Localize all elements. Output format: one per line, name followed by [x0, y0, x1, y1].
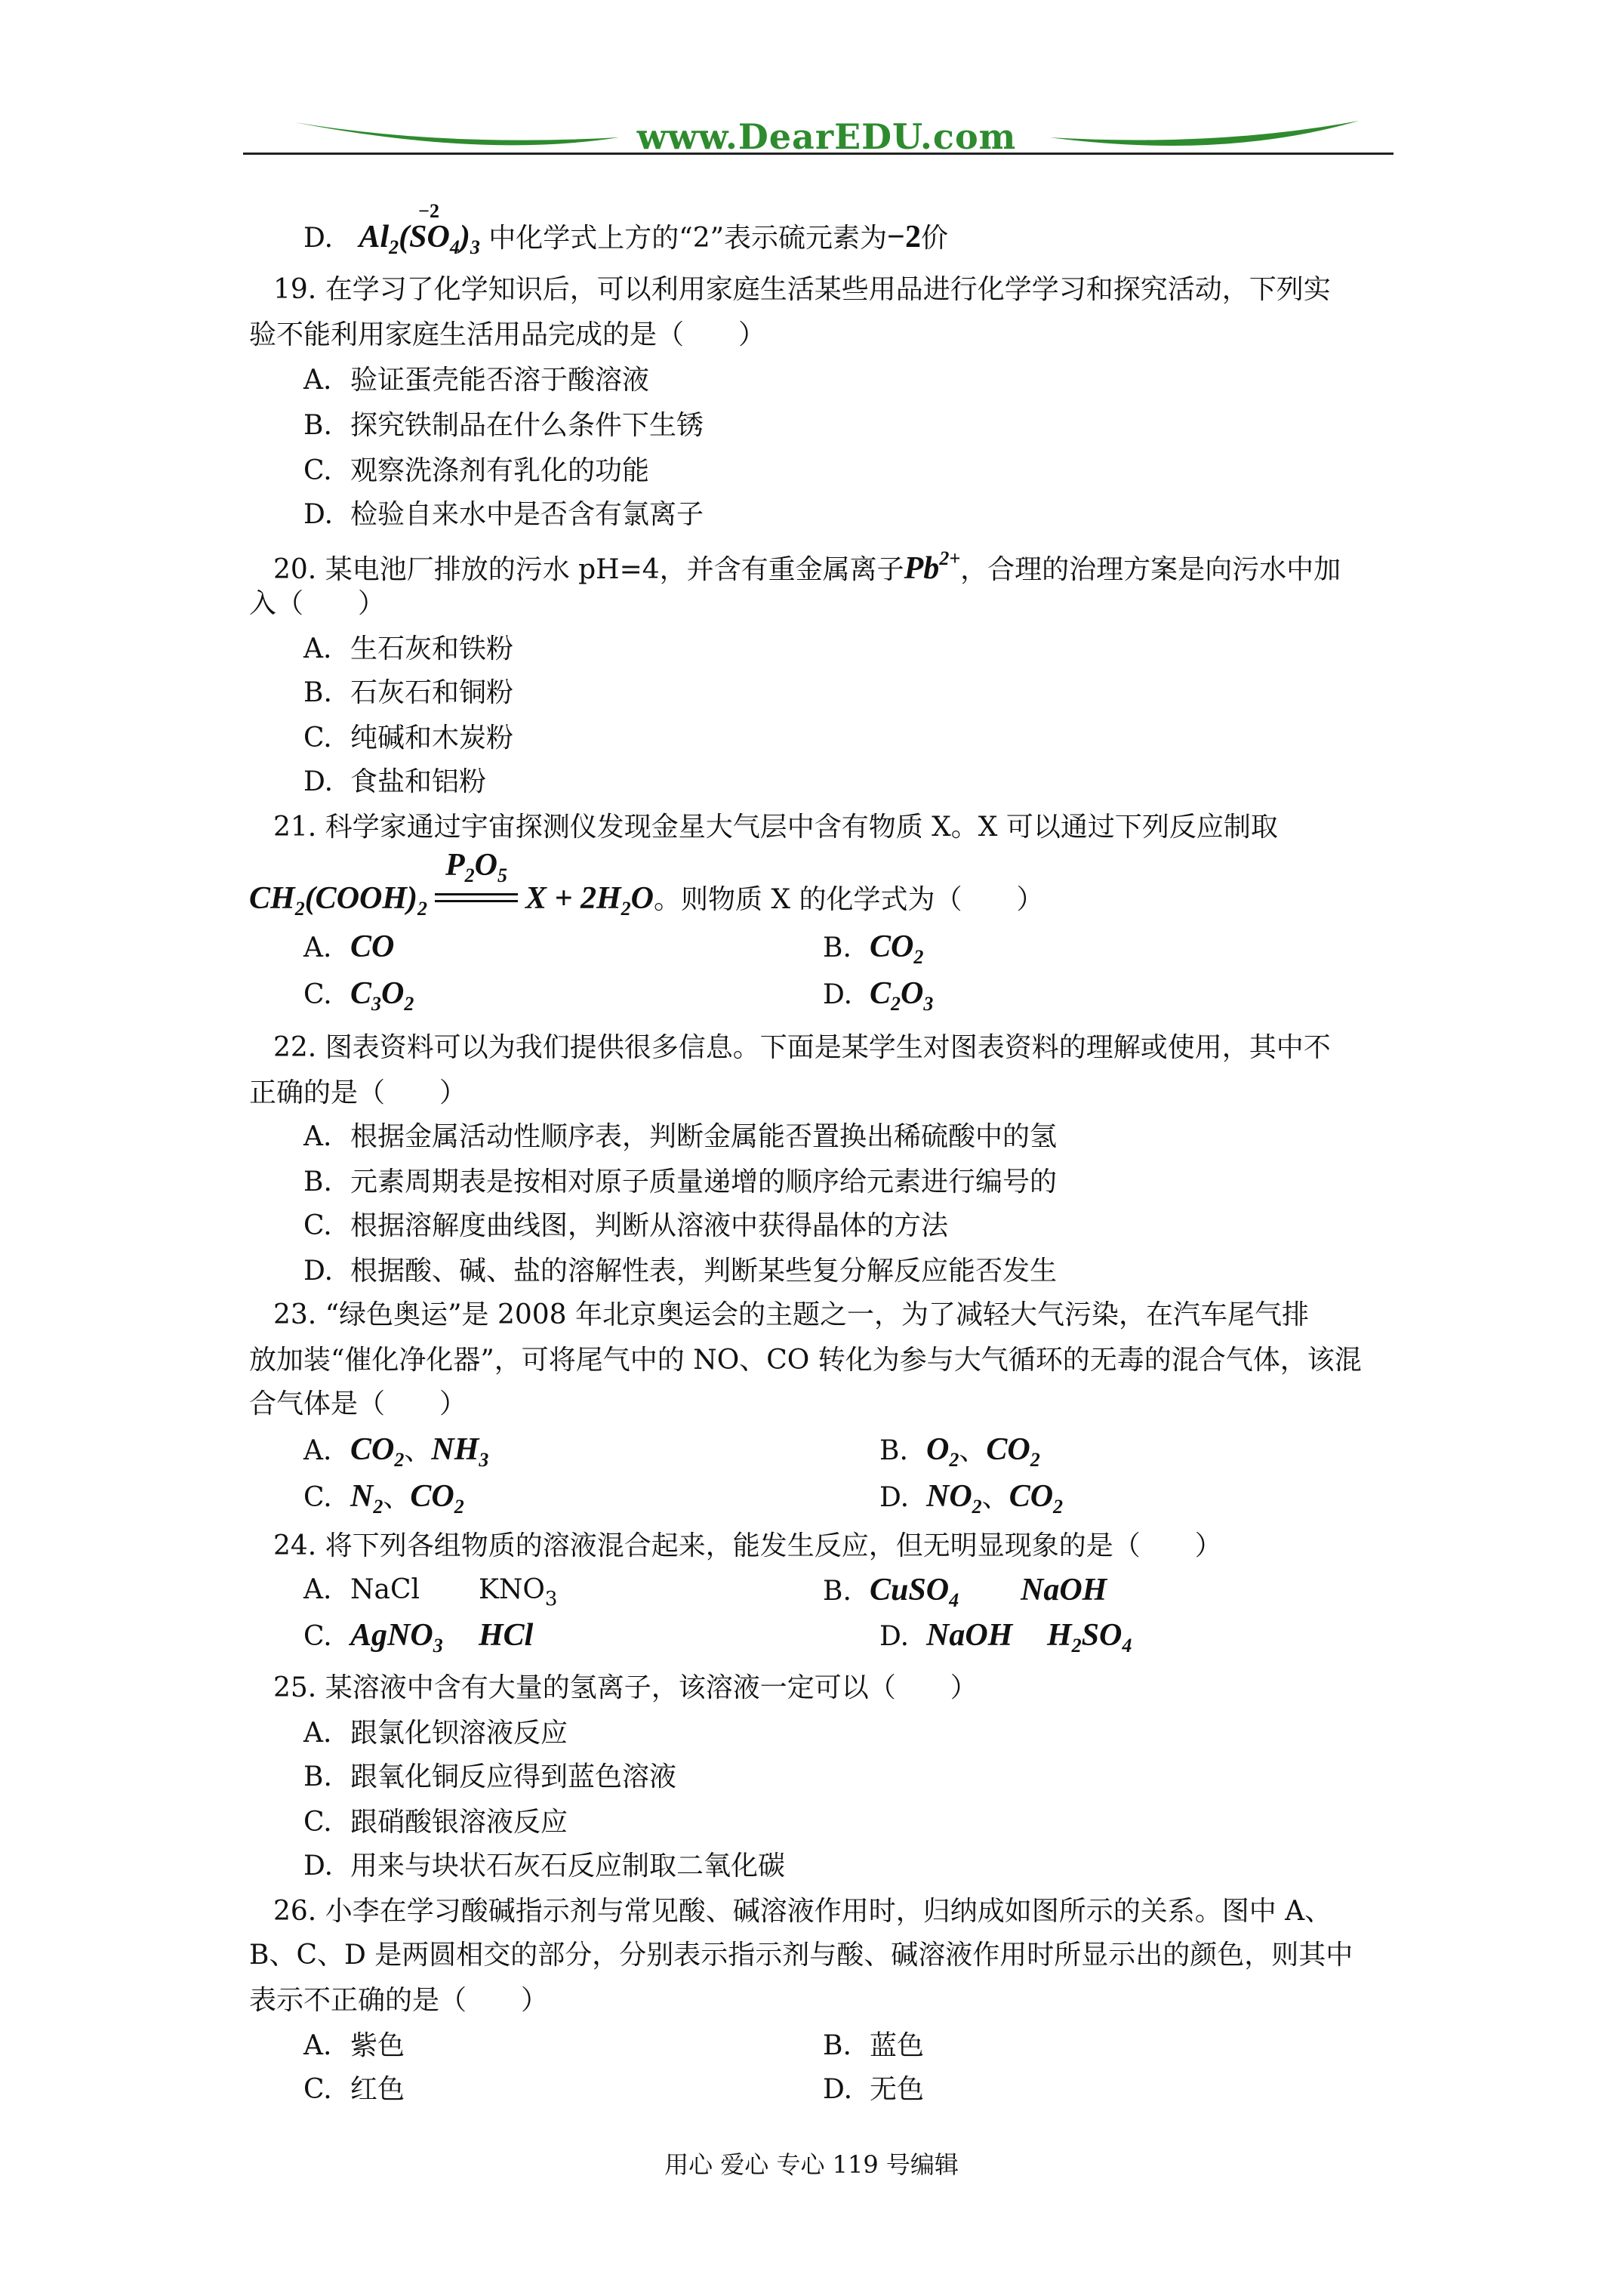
- formula-al2so43: $Al_2(SO$ −2 $_4)_3$: [359, 220, 479, 254]
- q18-option-d-text: 中化学式上方的“2”表示硫元素为: [488, 223, 888, 254]
- q19-stem-line1: 19. 在学习了化学知识后，可以利用家庭生活某些用品进行化学学习和探究活动，下列实: [273, 274, 1331, 305]
- q25-option-a: A. 跟氯化钡溶液反应: [303, 1718, 568, 1749]
- q25-option-c: C. 跟硝酸银溶液反应: [303, 1807, 568, 1838]
- q21-stem-line1: 21. 科学家通过宇宙探测仪发现金星大气层中含有物质 X。X 可以通过下列反应制取: [273, 812, 1278, 843]
- q19-stem-line2: 验不能利用家庭生活用品完成的是（ ）: [249, 319, 766, 350]
- q22-stem-line1: 22. 图表资料可以为我们提供很多信息。下面是某学生对图表资料的理解或使用，其中不: [273, 1032, 1331, 1063]
- q19-option-b: B. 探究铁制品在什么条件下生锈: [303, 410, 704, 441]
- q21-option-d: D. $C_2O_3$: [823, 976, 934, 1015]
- q26-option-a: A. 紫色: [303, 2030, 405, 2061]
- q26-stem-line1: 26. 小李在学习酸碱指示剂与常见酸、碱溶液作用时，归纳成如图所示的关系。图中 A、: [273, 1896, 1332, 1927]
- q23-option-c: C. $N_2$、$CO_2$: [303, 1479, 464, 1518]
- site-logo-text: www.DearEDU.com: [636, 116, 1017, 157]
- valence-mark: −2: [418, 200, 439, 222]
- reaction-arrow: [427, 848, 525, 917]
- q20-stem-line2: 入（ ）: [249, 588, 386, 619]
- q22-option-a: A. 根据金属活动性顺序表，判断金属能否置换出稀硫酸中的氢: [303, 1121, 1058, 1152]
- q20-option-d: D. 食盐和铝粉: [303, 766, 487, 797]
- q26-option-b: B. 蓝色: [823, 2030, 925, 2061]
- q21-option-b: B. $CO_2$: [823, 929, 924, 968]
- q24-option-d: D. NaOH $H_2SO_4$: [879, 1618, 1132, 1657]
- q22-option-d: D. 根据酸、碱、盐的溶解性表，判断某些复分解反应能否发生: [303, 1256, 1058, 1287]
- header-divider: [243, 153, 1394, 155]
- q23-option-b: B. $O_2$、$CO_2$: [879, 1432, 1040, 1471]
- q23-option-d: D. $NO_2$、$CO_2$: [879, 1479, 1064, 1518]
- q25-option-b: B. 跟氧化铜反应得到蓝色溶液: [303, 1761, 677, 1792]
- q21-option-a: A. CO: [303, 929, 395, 964]
- q24-stem-line1: 24. 将下列各组物质的溶液混合起来，能发生反应，但无明显现象的是（ ）: [273, 1530, 1222, 1561]
- q23-option-a: A. $CO_2$、$NH_3$: [303, 1432, 489, 1471]
- q23-stem-line2: 放加装“催化净化器”，可将尾气中的 NO、CO 转化为参与大气循环的无毒的混合气体，该混: [249, 1345, 1362, 1376]
- q26-option-c: C. 红色: [303, 2074, 405, 2105]
- q24-option-b: B. CuSO$_4$ NaOH: [823, 1573, 1107, 1611]
- formula-reactant: $CH_2(COOH)_2$: [249, 881, 428, 920]
- valence-value: −2: [887, 220, 921, 254]
- q26-option-d: D. 无色: [823, 2074, 925, 2105]
- q23-stem-line1: 23. “绿色奥运”是 2008 年北京奥运会的主题之一，为了减轻大气污染，在汽车尾气排: [273, 1299, 1310, 1330]
- q19-option-c: C. 观察洗涤剂有乳化的功能: [303, 455, 650, 486]
- q24-option-a: A. NaCl $KNO_3$: [303, 1574, 558, 1610]
- q20-stem-line1: 20. 某电池厂排放的污水 pH=4，并含有重金属离子$Pb^{2+}$，合理的治理方案是向污水中加: [273, 547, 1341, 586]
- q26-stem-line2: B、C、D 是两圆相交的部分，分别表示指示剂与酸、碱溶液作用时所显示出的颜色，则其中: [249, 1940, 1354, 1971]
- q26-stem-line3: 表示不正确的是（ ）: [249, 1985, 549, 2016]
- q25-option-d: D. 用来与块状石灰石反应制取二氧化碳: [303, 1851, 786, 1881]
- q24-option-c: C. AgNO$_3$ HCl: [303, 1618, 534, 1657]
- formula-products: $X + 2H_2O$: [525, 881, 654, 920]
- formula-pb2plus: $Pb^{2+}$: [904, 547, 961, 586]
- header-logo: [294, 106, 1359, 166]
- q18-option-d: [303, 200, 948, 266]
- catalyst-p2o5: $P_2O_5$: [445, 848, 508, 886]
- q22-option-c: C. 根据溶解度曲线图，判断从溶液中获得晶体的方法: [303, 1210, 949, 1241]
- q22-stem-line2: 正确的是（ ）: [249, 1077, 467, 1108]
- q23-stem-line3: 合气体是（ ）: [249, 1388, 467, 1419]
- q20-option-a: A. 生石灰和铁粉: [303, 633, 514, 664]
- q22-option-b: B. 元素周期表是按相对原子质量递增的顺序给元素进行编号的: [303, 1166, 1058, 1197]
- q19-option-d: D. 检验自来水中是否含有氯离子: [303, 499, 704, 530]
- page-footer: 用心 爱心 专心 119 号编辑: [664, 2150, 959, 2179]
- q19-option-a: A. 验证蛋壳能否溶于酸溶液: [303, 365, 650, 396]
- q25-stem-line1: 25. 某溶液中含有大量的氢离子，该溶液一定可以（ ）: [273, 1672, 978, 1703]
- q21-option-c: C. $C_3O_2$: [303, 976, 414, 1015]
- q20-option-c: C. 纯碱和木炭粉: [303, 723, 514, 754]
- q20-option-b: B. 石灰石和铜粉: [303, 677, 514, 708]
- q18-option-d-suffix: 价: [920, 223, 948, 254]
- q21-stem-line2: $CH_2(COOH)_2$ $P_2O_5$ $X + 2H_2O$。则物质 X 的化学式为（ ）: [249, 848, 1044, 920]
- option-label: D.: [303, 223, 334, 254]
